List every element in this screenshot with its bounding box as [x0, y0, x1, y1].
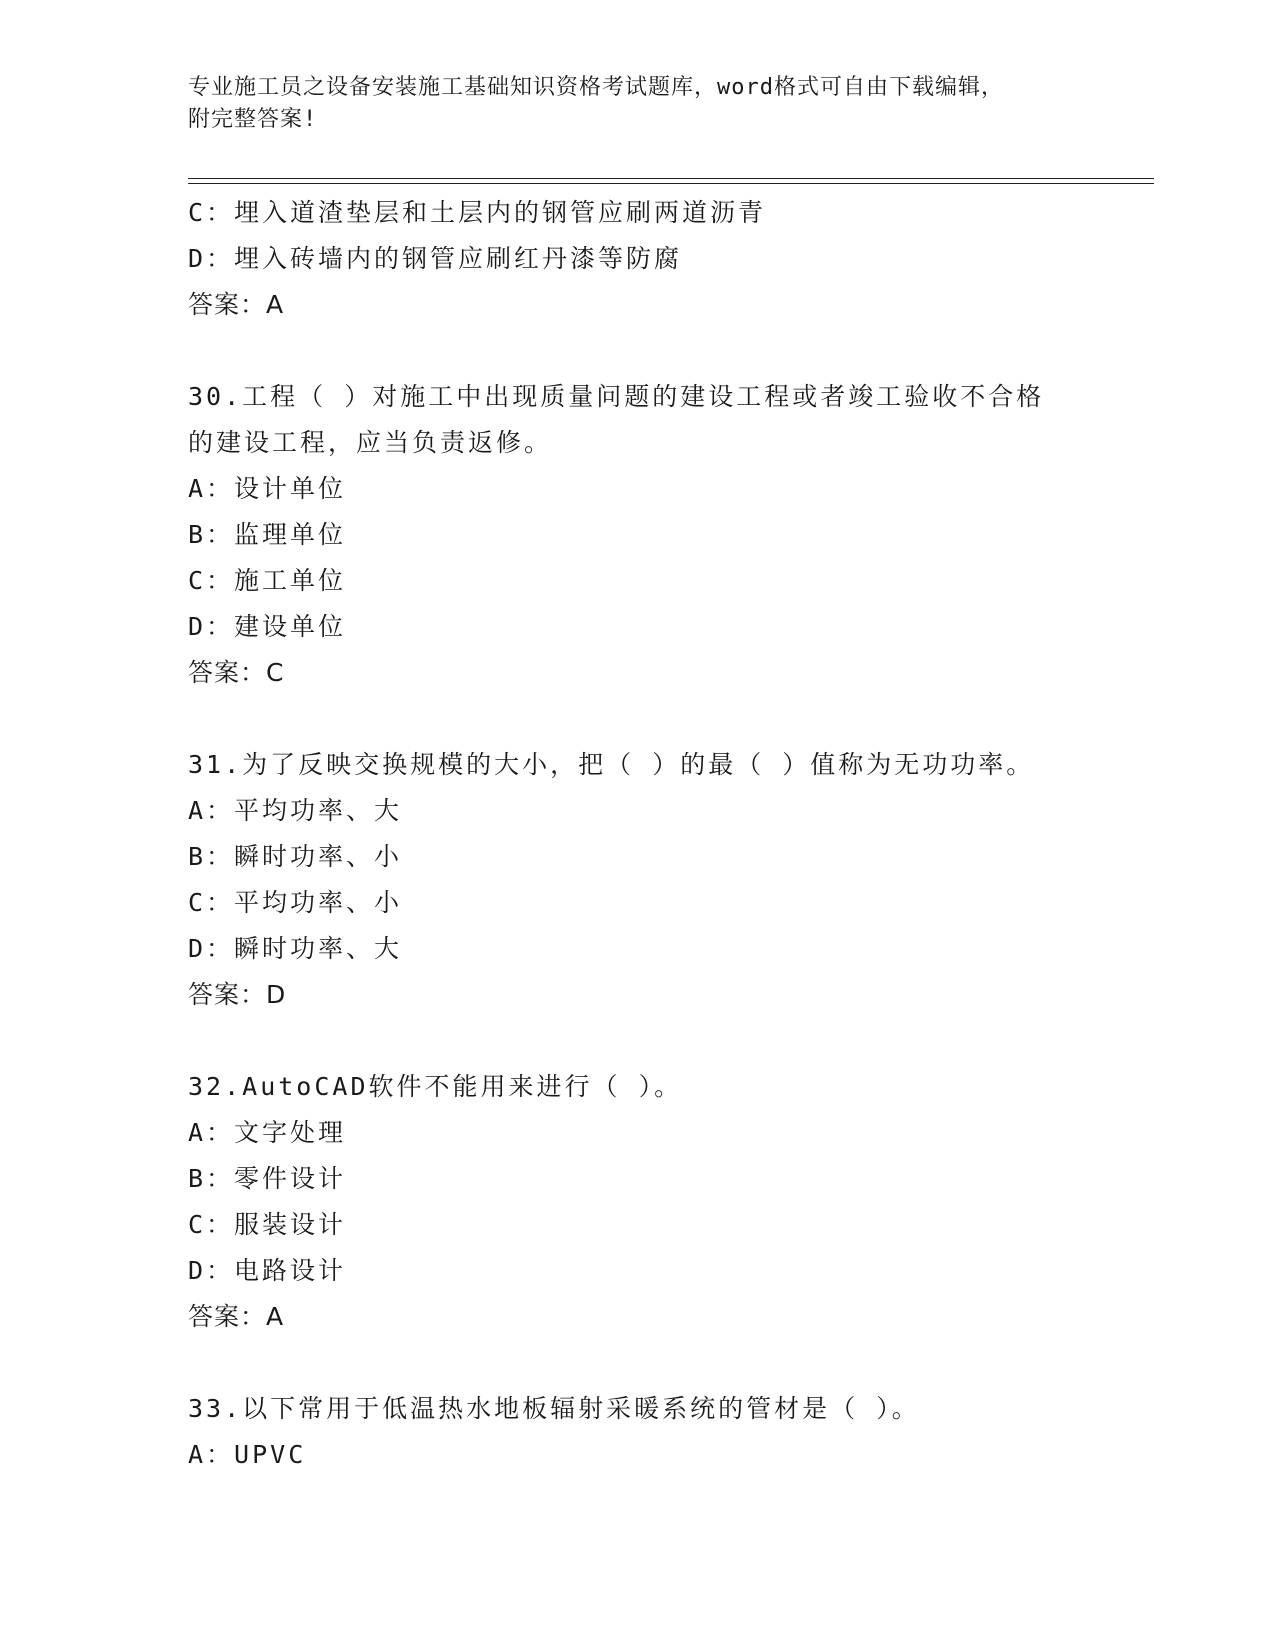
answer-line: 答案：A	[188, 1302, 285, 1331]
option-b: B：零件设计	[188, 1164, 347, 1193]
header-line-2: 附完整答案!	[188, 107, 318, 132]
spacer	[188, 328, 1088, 374]
option-c: C：服装设计	[188, 1210, 347, 1239]
answer-line: 答案：A	[188, 290, 285, 319]
question-block-30	[188, 374, 1088, 696]
option-c: C：施工单位	[188, 566, 347, 595]
option-a: A：设计单位	[188, 474, 347, 503]
answer-line: 答案：D	[188, 980, 287, 1009]
option-d: D：电路设计	[188, 1256, 347, 1285]
question-block-33	[188, 1386, 1088, 1478]
question-block-32	[188, 1064, 1088, 1340]
answer-line: 答案：C	[188, 658, 285, 687]
question-block-31	[188, 742, 1088, 1018]
option-b: B：瞬时功率、小	[188, 842, 403, 871]
header-divider-top	[188, 178, 1154, 179]
option-c: C：埋入道渣垫层和土层内的钢管应刷两道沥青	[188, 198, 767, 227]
spacer	[188, 1340, 1088, 1386]
option-d: D：建设单位	[188, 612, 347, 641]
question-stem: 30.工程（ ）对施工中出现质量问题的建设工程或者竣工验收不合格	[188, 382, 1045, 411]
question-stem: 32.AutoCAD软件不能用来进行（ ）。	[188, 1072, 683, 1101]
header-line-1: 专业施工员之设备安装施工基础知识资格考试题库，word格式可自由下载编辑，	[188, 75, 1004, 100]
option-d: D：埋入砖墙内的钢管应刷红丹漆等防腐	[188, 244, 683, 273]
option-d: D：瞬时功率、大	[188, 934, 403, 963]
spacer	[188, 1018, 1088, 1064]
question-stem-continued: 的建设工程，应当负责返修。	[188, 428, 553, 457]
option-b: B：监理单位	[188, 520, 347, 549]
spacer	[188, 696, 1088, 742]
option-a: A：文字处理	[188, 1118, 347, 1147]
option-a: A：平均功率、大	[188, 796, 403, 825]
question-list	[188, 190, 1088, 1478]
header-divider-bottom	[188, 183, 1154, 184]
question-block-prev	[188, 190, 1088, 328]
option-a: A：UPVC	[188, 1440, 307, 1469]
document-header	[188, 72, 1088, 136]
question-stem: 33.以下常用于低温热水地板辐射采暖系统的管材是（ ）。	[188, 1394, 920, 1423]
option-c: C：平均功率、小	[188, 888, 403, 917]
question-stem: 31.为了反映交换规模的大小，把（ ）的最（ ）值称为无功功率。	[188, 750, 1035, 779]
